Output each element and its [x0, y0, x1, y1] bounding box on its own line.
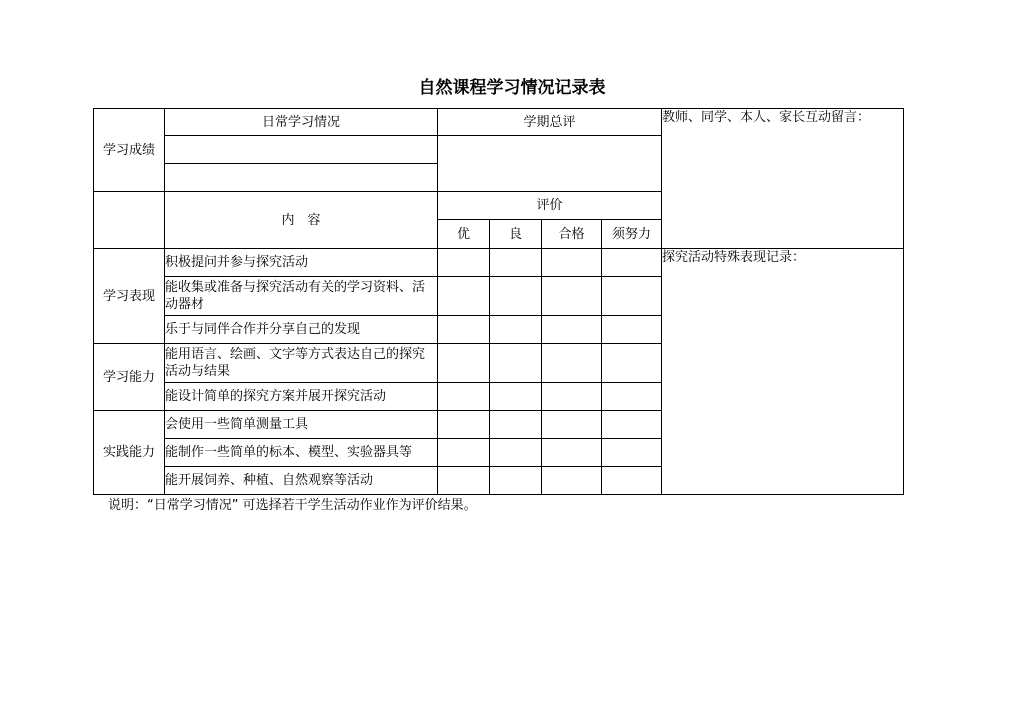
daily-study-cell [165, 164, 438, 192]
blank-label-cell [94, 192, 165, 249]
rating-cell-excellent [438, 383, 490, 411]
rating-cell-pass [542, 316, 602, 344]
rating-cell-pass [542, 439, 602, 467]
rating-cell-excellent [438, 249, 490, 277]
rating-cell-pass [542, 383, 602, 411]
rating-cell-good [490, 439, 542, 467]
section-label: 实践能力 [94, 411, 165, 495]
daily-study-cell [165, 136, 438, 164]
level-header-pass: 合格 [542, 220, 602, 249]
evaluation-header: 评价 [438, 192, 662, 220]
rating-cell-pass [542, 277, 602, 316]
content-header: 内 容 [165, 192, 438, 249]
rating-cell-excellent [438, 411, 490, 439]
table-row [94, 249, 904, 277]
rating-cell-needs-effort [602, 316, 662, 344]
rating-cell-needs-effort [602, 277, 662, 316]
criteria-item: 能设计简单的探究方案并展开探究活动 [165, 383, 438, 411]
criteria-item: 能收集或准备与探究活动有关的学习资料、活动器材 [165, 277, 438, 316]
footnote: 说明：“日常学习情况” 可选择若干学生活动作业作为评价结果。 [108, 498, 477, 513]
rating-cell-pass [542, 344, 602, 383]
rating-cell-pass [542, 467, 602, 495]
level-header-good: 良 [490, 220, 542, 249]
rating-cell-good [490, 383, 542, 411]
rating-cell-needs-effort [602, 249, 662, 277]
term-summary-cell [438, 136, 662, 192]
rating-cell-needs-effort [602, 344, 662, 383]
rating-cell-needs-effort [602, 411, 662, 439]
term-summary-header: 学期总评 [438, 109, 662, 136]
grades-label: 学习成绩 [94, 109, 165, 192]
criteria-item: 会使用一些简单测量工具 [165, 411, 438, 439]
rating-cell-excellent [438, 316, 490, 344]
rating-cell-excellent [438, 467, 490, 495]
level-header-needs-effort: 须努力 [602, 220, 662, 249]
section-label: 学习能力 [94, 344, 165, 411]
comment-label: 教师、同学、本人、家长互动留言： [662, 110, 871, 125]
rating-cell-excellent [438, 439, 490, 467]
daily-study-header: 日常学习情况 [165, 109, 438, 136]
level-header-excellent: 优 [438, 220, 490, 249]
rating-cell-good [490, 344, 542, 383]
rating-cell-good [490, 411, 542, 439]
rating-cell-needs-effort [602, 439, 662, 467]
section-label: 学习表现 [94, 249, 165, 344]
criteria-item: 积极提问并参与探究活动 [165, 249, 438, 277]
rating-cell-excellent [438, 277, 490, 316]
rating-cell-good [490, 467, 542, 495]
document-title: 自然课程学习情况记录表 [418, 78, 606, 98]
table-row [94, 109, 904, 136]
criteria-item: 能制作一些简单的标本、模型、实验器具等 [165, 439, 438, 467]
rating-cell-needs-effort [602, 467, 662, 495]
rating-cell-excellent [438, 344, 490, 383]
comment-box [662, 109, 904, 249]
criteria-item: 能开展饲养、种植、自然观察等活动 [165, 467, 438, 495]
special-record-box [662, 249, 904, 495]
rating-cell-pass [542, 249, 602, 277]
rating-cell-good [490, 316, 542, 344]
record-table [93, 108, 904, 495]
criteria-item: 乐于与同伴合作并分享自己的发现 [165, 316, 438, 344]
rating-cell-good [490, 249, 542, 277]
special-record-label: 探究活动特殊表现记录： [662, 250, 806, 265]
rating-cell-good [490, 277, 542, 316]
criteria-item: 能用语言、绘画、文字等方式表达自己的探究活动与结果 [165, 344, 438, 383]
rating-cell-needs-effort [602, 383, 662, 411]
rating-cell-pass [542, 411, 602, 439]
